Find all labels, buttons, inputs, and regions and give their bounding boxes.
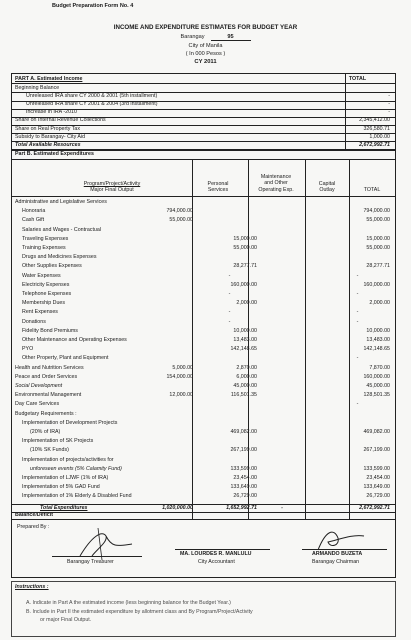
- part-b-row-label: Other Property, Plant and Equipment: [22, 355, 109, 362]
- part-b-row-label: Cash Gift: [22, 217, 45, 224]
- estimates-table: [11, 73, 396, 578]
- city-name: City of Manila: [188, 43, 223, 49]
- treasurer-signature: [72, 526, 142, 562]
- cell-mooe: 23,454.00: [233, 475, 257, 481]
- chairman-name: ARMANDO BUZETA: [312, 551, 363, 557]
- part-a-row-label: Unreleased IRA share CY 2000 & 2001 (5th installment): [26, 93, 158, 100]
- cell-mooe: 133,649.00: [230, 484, 257, 491]
- treasurer-signature-line: [52, 556, 142, 557]
- part-b-row-label: Fidelity Bond Premiums: [22, 327, 78, 334]
- cell-mooe: 116,501.35: [230, 392, 257, 399]
- part-b-row: [12, 355, 395, 362]
- cell-mooe: 13,483.00: [233, 337, 257, 343]
- balance-deficit-row: Balance/Deficit: [15, 512, 53, 518]
- part-b-row-label: Implementation of 5% GAD Fund: [22, 484, 100, 491]
- cell-total: 13,483.00: [366, 337, 390, 343]
- cell-total: -: [356, 272, 359, 279]
- part-b-row-label: Electricity Expenses: [22, 281, 70, 288]
- cell-total: 15,000.00: [366, 235, 390, 242]
- instructions-box: [11, 581, 396, 637]
- part-a-row-total: 1,000.00: [369, 133, 390, 140]
- part-b-row: [12, 429, 395, 436]
- part-b-row-label: Salaries and Wages - Contractual: [22, 226, 102, 233]
- cell-total: 10,000.00: [366, 327, 390, 334]
- cell-personal-services: 154,000.00: [166, 373, 193, 380]
- chairman-title: Barangay Chairman: [312, 559, 360, 565]
- cell-mooe: 142,148.65: [230, 346, 257, 353]
- part-b-row: [12, 447, 395, 454]
- part-b-row-label: Budgetary Requirements :: [15, 410, 77, 417]
- col-line-ps: [192, 159, 193, 519]
- part-a-row: [12, 134, 395, 141]
- part-b-row: [12, 337, 395, 344]
- cell-mooe: -: [228, 272, 231, 279]
- part-a-bottom-rule: [12, 150, 395, 151]
- cell-total: 267,199.00: [363, 447, 390, 454]
- part-a-row: [12, 93, 395, 100]
- col-line-co: [305, 159, 306, 519]
- part-b-row-label: Environmental Management: [15, 392, 82, 399]
- part-b-row-label: Implementation of projects/activities for: [22, 456, 114, 463]
- part-b-row-label: Peace and Order Services: [15, 373, 78, 380]
- part-b-row: [12, 420, 395, 427]
- part-b-row: [12, 263, 395, 270]
- total-row-bottom-rule: [12, 512, 395, 513]
- part-b-row: [12, 475, 395, 482]
- part-a-row-rule: [12, 141, 395, 142]
- part-b-row-label: Membership Dues: [22, 300, 65, 307]
- part-b-row: [12, 319, 395, 326]
- part-a-row-rule: [12, 92, 395, 93]
- part-a-row-total: -: [388, 109, 390, 116]
- cell-mooe: -: [228, 291, 231, 297]
- part-b-row-label: Implementation of LJWF (1% of IRA): [22, 475, 109, 481]
- part-b-row: [12, 291, 395, 298]
- cell-total: 794,000.00: [363, 208, 390, 215]
- cell-mooe: 45,000.00: [233, 383, 257, 389]
- cell-personal-services: 55,000.00: [169, 217, 193, 224]
- cell-total: -: [356, 291, 359, 297]
- instruction-b-cont: or major Final Output.: [40, 617, 92, 623]
- part-b-row: [12, 383, 395, 390]
- cell-mooe: 10,000.00: [233, 327, 257, 334]
- cell-total: -: [356, 355, 359, 362]
- cell-mooe: 267,199.00: [230, 447, 257, 454]
- cell-mooe: 469,082.00: [230, 429, 257, 435]
- barangay-label: Barangay: [180, 34, 205, 40]
- cell-total: 469,082.00: [363, 429, 390, 435]
- part-b-row-label: Water Expenses: [22, 272, 61, 279]
- part-a-row-label: Share on Real Property Tax: [15, 125, 80, 132]
- instruction-a: A. Indicate in Part A the estimated income (less beginning balance for the Budget Year.): [26, 600, 231, 606]
- cell-mooe: 55,000.00: [233, 245, 257, 251]
- part-b-row: [12, 282, 395, 289]
- part-a-row: [12, 142, 395, 149]
- part-b-row: [12, 346, 395, 353]
- cell-personal-services: 5,000.00: [172, 364, 193, 371]
- cell-total: 160,000.00: [363, 373, 390, 380]
- part-b-row: [12, 273, 395, 280]
- part-a-row-label: Unreleased IRA share CY 2001 & 2004 (3rd installment): [26, 101, 158, 108]
- prepared-by-label: Prepared By :: [17, 524, 50, 530]
- part-b-row-label: (20% of IRA): [30, 429, 61, 435]
- part-a-row-label: Total Available Resources: [15, 141, 81, 148]
- total-expenditures-row: Total Expenditures 1,020,000.00 1,652,992.71 - 2,672,992.71: [40, 505, 390, 511]
- cell-total: 133,599.00: [363, 465, 390, 472]
- currency-unit: ( In 000 Pesos ): [185, 51, 226, 57]
- cell-mooe: -: [228, 309, 231, 316]
- col-header-mooe: Maintenance and Other Operating Exp.: [258, 174, 294, 193]
- part-b-row-label: PYO: [22, 346, 34, 353]
- cell-total: -: [356, 318, 359, 325]
- part-a-row-total: -: [388, 101, 390, 108]
- part-b-row-label: Implementation of 1% Elderly & Disabled Fund: [22, 493, 132, 500]
- part-a-row-rule: [12, 109, 395, 110]
- part-b-row: [12, 438, 395, 445]
- part-b-row: [12, 254, 395, 261]
- part-b-row-label: Implementation of Development Projects: [22, 419, 118, 426]
- part-b-row-label: Drugs and Medicines Expenses: [22, 254, 97, 261]
- budget-year: CY 2011: [194, 59, 217, 65]
- treasurer-title: Barangay Treasurer: [67, 559, 114, 565]
- part-b-row: [12, 300, 395, 307]
- part-b-row-label: (10% SK Funds): [30, 447, 69, 454]
- part-a-row-label: Increase in IRA -2010: [26, 109, 77, 116]
- col-header-capital-outlay: Capital Outlay: [318, 181, 336, 194]
- part-b-row: [12, 309, 395, 316]
- part-a-row: [12, 126, 395, 133]
- part-a-row-rule: [12, 125, 395, 126]
- accountant-title: City Accountant: [198, 559, 235, 565]
- cell-mooe: -: [228, 318, 231, 325]
- part-a-row-total: 326,580.71: [363, 125, 390, 132]
- form-number: Budget Preparation Form No. 4: [52, 3, 134, 9]
- cell-total: -: [356, 309, 359, 316]
- part-a-row-rule: [12, 117, 395, 118]
- part-b-row-label: Day Care Services: [15, 401, 60, 408]
- part-b-row: [12, 484, 395, 491]
- part-a-row: [12, 101, 395, 108]
- cell-total: 26,729.00: [366, 493, 390, 500]
- part-a-row: [12, 85, 395, 92]
- part-b-row: [12, 392, 395, 399]
- part-a-row-rule: [12, 101, 395, 102]
- part-b-row: [12, 245, 395, 252]
- instructions-title: Instructions :: [15, 584, 49, 590]
- balance-row-rule: [12, 519, 395, 520]
- part-a-row-label: Share on Internal Revenue Collections: [15, 117, 106, 124]
- col-line-mooe: [248, 159, 249, 519]
- part-b-row: [12, 236, 395, 243]
- part-b-row: [12, 328, 395, 335]
- cell-total: 160,000.00: [363, 281, 390, 288]
- part-b-row-label: Other Supplies Expenses: [22, 263, 82, 270]
- cell-total: 142,148.65: [363, 346, 390, 353]
- part-b-row: [12, 227, 395, 234]
- cell-total: 55,000.00: [366, 245, 390, 251]
- part-b-row-label: Rent Expenses: [22, 309, 58, 316]
- part-b-row: [12, 199, 395, 206]
- cell-mooe: 160,000.00: [230, 281, 257, 288]
- cell-mooe: 26,729.00: [233, 493, 257, 500]
- part-a-row: [12, 117, 395, 124]
- cell-personal-services: 12,000.00: [169, 392, 193, 399]
- cell-mooe: 28,277.71: [233, 263, 257, 270]
- part-a-heading: PART A. Estimated Income TOTAL: [12, 76, 395, 83]
- part-a-header-rule: [12, 83, 395, 84]
- part-b-row-label: Administrative and Legislative Services: [15, 199, 107, 205]
- part-a-row-total: -: [388, 93, 390, 100]
- instruction-b: B. Include in Part II the estimated expenditure by allotment class and By Program/Project/Activity: [26, 609, 253, 615]
- accountant-signature-line: [175, 549, 270, 550]
- cell-total: 23,454.00: [366, 475, 390, 481]
- part-b-row-label: Health and Nutrition Services: [15, 364, 84, 371]
- form-title: INCOME AND EXPENDITURE ESTIMATES FOR BUDGET YEAR: [113, 24, 298, 31]
- part-b-header-rule: [12, 196, 395, 197]
- cell-total: 133,649.00: [363, 484, 390, 491]
- col-line-total: [349, 159, 350, 519]
- col-header-personal-services: Personal Services: [207, 181, 229, 194]
- barangay-value: 95: [211, 34, 251, 41]
- part-b-title-rule: [12, 159, 395, 160]
- part-a-row: [12, 109, 395, 116]
- part-b-row-label: Traveling Expenses: [22, 235, 69, 242]
- col-header-program: Program/Project/Activity Major Final Output: [83, 181, 141, 194]
- cell-total: 128,501.35: [363, 392, 390, 399]
- part-a-total-col-line: [345, 74, 346, 151]
- barangay-line: [0, 34, 411, 41]
- part-b-row-label: Social Development: [15, 383, 63, 389]
- col-header-total: TOTAL: [363, 187, 381, 193]
- part-b-row: [12, 401, 395, 408]
- part-a-row-label: Beginning Balance: [15, 85, 60, 91]
- part-b-row: [12, 466, 395, 473]
- part-b-row: [12, 365, 395, 372]
- part-b-row: [12, 493, 395, 500]
- part-b-row-label: unforeseen events (5% Calamity Fund): [30, 465, 122, 472]
- accountant-name: MA. LOURDES R. MANLULU: [180, 551, 252, 557]
- part-a-row-total: 2,345,412.00: [359, 117, 390, 124]
- part-a-total-header: TOTAL: [348, 76, 367, 82]
- part-b-row-label: Donations: [22, 318, 46, 325]
- total-row-top-rule: [12, 504, 395, 505]
- part-b-row-label: Telephone Expenses: [22, 291, 72, 297]
- cell-mooe: 2,000.00: [236, 300, 257, 307]
- cell-personal-services: 794,000.00: [166, 208, 193, 215]
- cell-total: 45,000.00: [366, 383, 390, 389]
- part-b-row: [12, 208, 395, 215]
- cell-mooe: 6,000.00: [236, 373, 257, 380]
- part-a-row-total: 2,672,992.71: [359, 141, 390, 148]
- cell-total: 28,277.71: [366, 263, 390, 270]
- part-b-row-label: Honoraria: [22, 208, 46, 215]
- cell-mooe: 133,599.00: [230, 465, 257, 472]
- part-b-row: [12, 374, 395, 381]
- part-a-row-rule: [12, 149, 395, 150]
- part-b-row: [12, 457, 395, 464]
- cell-total: -: [356, 401, 359, 408]
- part-b-row: [12, 217, 395, 224]
- part-b-row-label: Training Expenses: [22, 245, 66, 251]
- part-b-heading: Part B. Estimated Expenditures: [15, 151, 94, 157]
- cell-mooe: 15,000.00: [233, 235, 257, 242]
- part-b-row-label: Implementation of SK Projects: [22, 438, 94, 445]
- part-a-row-label: Subsidy to Barangay- City Aid: [15, 133, 86, 140]
- cell-total: 2,000.00: [369, 300, 390, 307]
- cell-total: 55,000.00: [366, 217, 390, 224]
- cell-mooe: 2,870.00: [236, 364, 257, 371]
- chairman-signature-line: [302, 549, 387, 550]
- cell-total: 7,870.00: [369, 364, 390, 371]
- part-b-row: [12, 411, 395, 418]
- part-a-row-rule: [12, 133, 395, 134]
- part-b-row-label: Other Maintenance and Operating Expenses: [22, 337, 127, 343]
